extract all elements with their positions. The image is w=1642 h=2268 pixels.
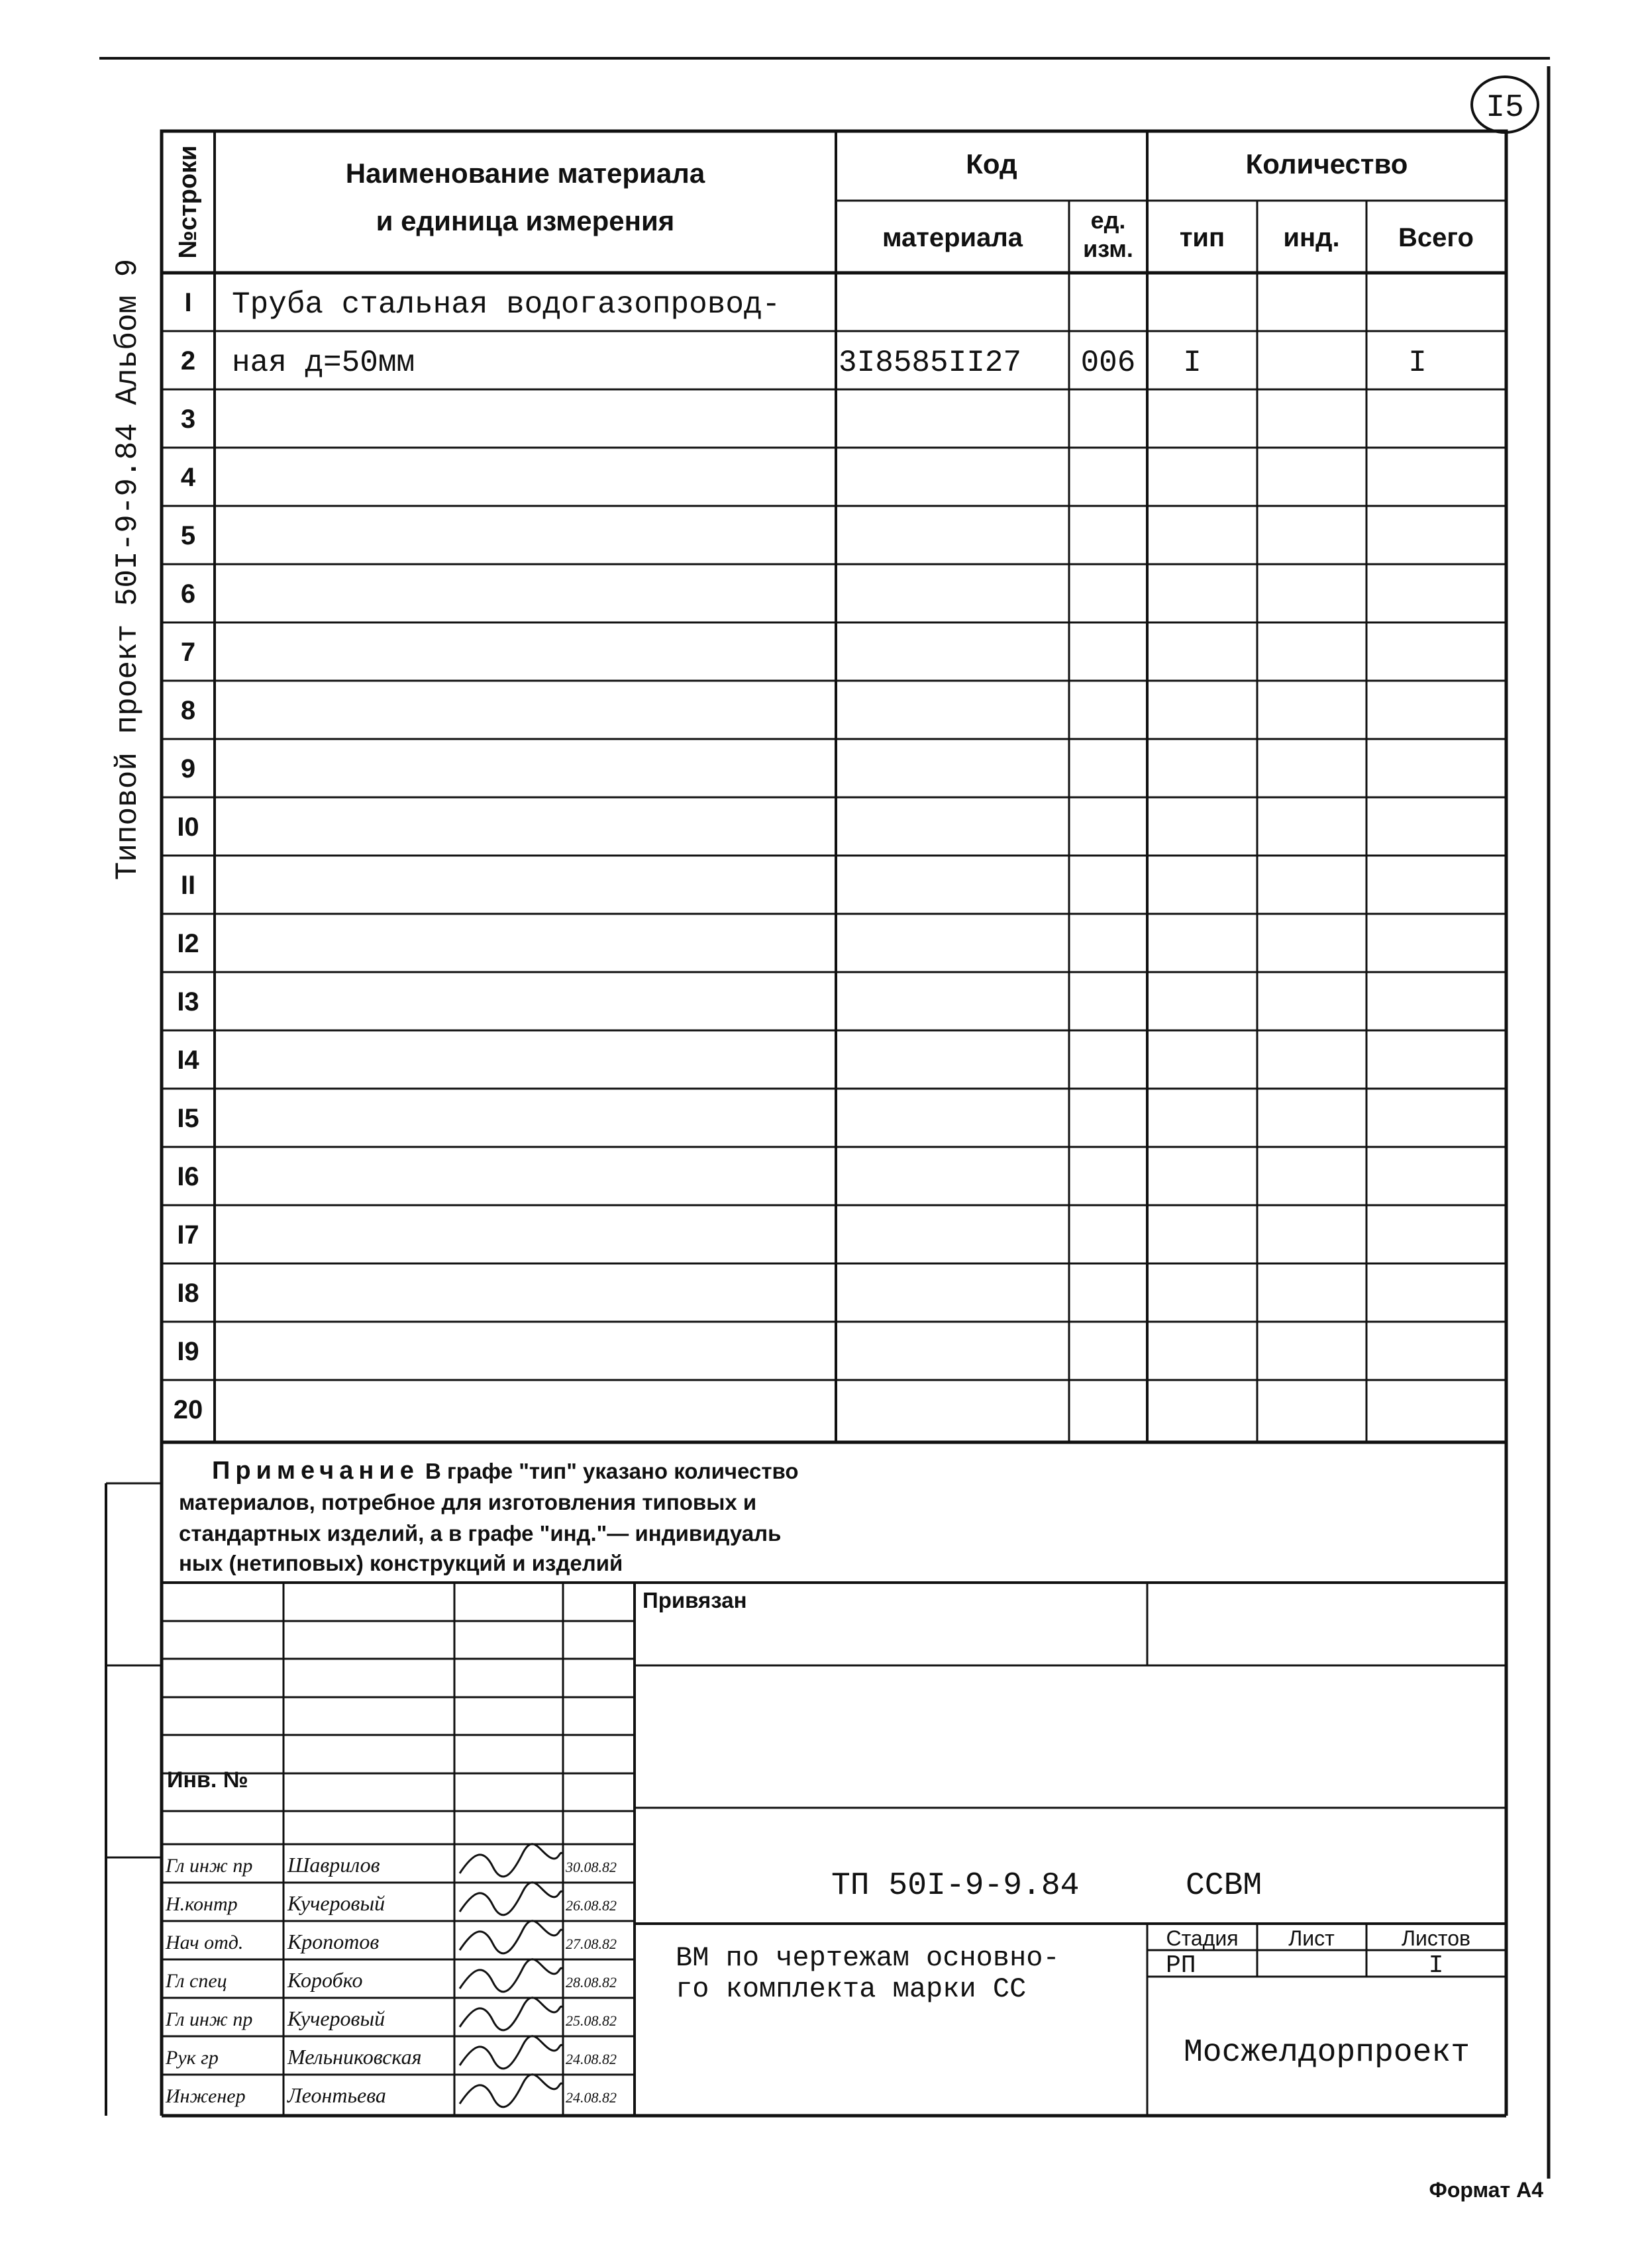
signature-row (165, 1844, 617, 1877)
sheet-number-text: I5 (1486, 90, 1524, 126)
table-row (177, 1046, 199, 1075)
cell-total: I (1408, 346, 1427, 381)
signature-role: Нач отд. (166, 1932, 244, 1953)
signature-date: 27.08.82 (566, 1936, 617, 1952)
signature-role: Гл инж пр (166, 1855, 253, 1877)
signature-name: Кучеровый (287, 1891, 385, 1915)
cell-n: I7 (177, 1220, 199, 1250)
header-unit-line2: изм. (1083, 235, 1133, 262)
signature-name: Коробко (287, 1968, 363, 1992)
table-row (181, 346, 1427, 380)
cell-n: I4 (177, 1046, 199, 1075)
header-name-line1: Наименование материала (345, 158, 705, 189)
document-title-line2: го комплекта марки СС (676, 1973, 1027, 2005)
organization-name: Мосжелдорпроект (1183, 2035, 1470, 2071)
signature-date: 24.08.82 (566, 2089, 617, 2106)
cell-n: 3 (180, 405, 196, 434)
note-block (179, 1457, 799, 1575)
cell-n: I5 (177, 1104, 199, 1133)
header-code: Код (966, 148, 1017, 179)
cell-n: 20 (173, 1395, 203, 1424)
note-line4: ных (нетиповых) конструкций и изделий (179, 1551, 623, 1575)
signature-date: 28.08.82 (566, 1974, 617, 1991)
cell-type: I (1183, 346, 1202, 381)
signature-role: Гл спец (166, 1970, 227, 1992)
table-row (181, 754, 195, 783)
note-label: Примечание (212, 1457, 419, 1485)
signature-name: Шаврилов (287, 1853, 380, 1877)
table-row (181, 638, 195, 667)
cell-n: 5 (180, 521, 196, 550)
document-code: ТП 50I-9-9.84 (831, 1868, 1080, 1904)
signature-mark (460, 1844, 562, 1877)
cell-name: Труба стальная водогазопровод- (232, 287, 781, 322)
table-row (181, 405, 195, 434)
header-quantity: Количество (1245, 148, 1408, 179)
table-row (181, 579, 195, 609)
note-line3: стандартных изделий, а в графе "инд."— индивидуаль (179, 1521, 782, 1546)
note-line1 (212, 1457, 799, 1485)
note-line1-text: В графе "тип" указано количество (419, 1459, 799, 1483)
cell-n: 2 (180, 346, 196, 375)
table-row (177, 813, 199, 842)
sheet-label: Лист (1288, 1926, 1335, 1950)
stage-value: РП (1166, 1951, 1196, 1980)
materials-table (162, 131, 1506, 1442)
signature-name: Кучеровый (287, 2006, 385, 2030)
signature-mark (460, 2075, 562, 2107)
cell-code: 3I8585II27 (839, 346, 1022, 381)
document-mark: ССВМ (1186, 1868, 1262, 1904)
signature-role: Гл инж пр (166, 2008, 253, 2030)
signature-row (165, 1921, 617, 1953)
signature-mark (460, 1959, 562, 1992)
signature-date: 26.08.82 (566, 1897, 617, 1914)
table-row (177, 1220, 199, 1250)
cell-n: I9 (177, 1337, 199, 1366)
cell-n: I2 (177, 929, 199, 958)
header-qty-ind: инд. (1283, 223, 1340, 252)
table-row (177, 1162, 199, 1191)
signature-name: Мельниковская (287, 2045, 422, 2069)
cell-n: 9 (180, 754, 196, 783)
table-row (177, 929, 199, 958)
signature-mark (460, 1921, 562, 1953)
header-qty-type: тип (1179, 223, 1225, 252)
signature-mark (460, 2036, 562, 2069)
table-row (174, 1395, 203, 1424)
signature-name: Кропотов (287, 1930, 380, 1953)
inventory-label: Инв. № (167, 1767, 248, 1793)
signature-role: Инженер (166, 2085, 246, 2107)
sheets-label: Листов (1402, 1926, 1470, 1950)
table-row (177, 1279, 199, 1308)
signature-row (165, 1998, 617, 2030)
header-code-material: материала (882, 223, 1023, 252)
table-row (177, 1104, 199, 1133)
signature-row (165, 1883, 617, 1915)
cell-n: I (184, 288, 192, 317)
header-unit-line1: ед. (1090, 207, 1126, 234)
cell-n: 4 (180, 463, 196, 492)
cell-n: I3 (177, 987, 199, 1016)
cell-n: I8 (177, 1279, 199, 1308)
format-label: Формат А4 (1429, 2178, 1543, 2202)
signature-date: 30.08.82 (566, 1859, 617, 1875)
cell-n: II (180, 871, 196, 900)
header-name-line2: и единица измерения (376, 205, 675, 236)
note-line2: материалов, потребное для изготовления типовых и (179, 1490, 757, 1514)
signature-date: 25.08.82 (566, 2012, 617, 2029)
cell-n: 7 (180, 638, 196, 667)
table-header (174, 146, 1474, 262)
header-qty-total: Всего (1398, 223, 1474, 252)
signature-role: Рук гр (166, 2047, 219, 2069)
table-row (181, 871, 195, 900)
signature-row (165, 1959, 617, 1992)
signature-date: 24.08.82 (566, 2051, 617, 2067)
bound-label: Привязан (642, 1588, 747, 1612)
table-row (181, 696, 195, 725)
signature-mark (460, 1883, 562, 1915)
cell-n: 8 (180, 696, 196, 725)
sheet-number (1472, 77, 1538, 132)
table-row (181, 521, 195, 550)
table-row (181, 463, 196, 492)
cell-name: ная д=50мм (232, 346, 415, 381)
document-title-line1: ВМ по чертежам основно- (676, 1942, 1060, 1974)
table-row (177, 987, 199, 1016)
cell-n: I0 (177, 813, 199, 842)
cell-unit: 006 (1080, 346, 1136, 381)
signature-row (165, 2036, 617, 2069)
side-stamp: Типовой проект 50I-9-9.84 Альбом 9 (111, 258, 145, 881)
signature-row (165, 2075, 617, 2107)
table-row (184, 287, 780, 322)
cell-n: 6 (180, 579, 196, 609)
signature-role: Н.контр (166, 1893, 238, 1915)
signature-mark (460, 1998, 562, 2030)
stage-label: Стадия (1166, 1926, 1239, 1950)
table-row (177, 1337, 199, 1366)
header-row-number: №строки (174, 145, 202, 259)
sheets-value: I (1428, 1951, 1444, 1980)
signature-name: Леонтьева (287, 2083, 386, 2107)
cell-n: I6 (177, 1162, 199, 1191)
